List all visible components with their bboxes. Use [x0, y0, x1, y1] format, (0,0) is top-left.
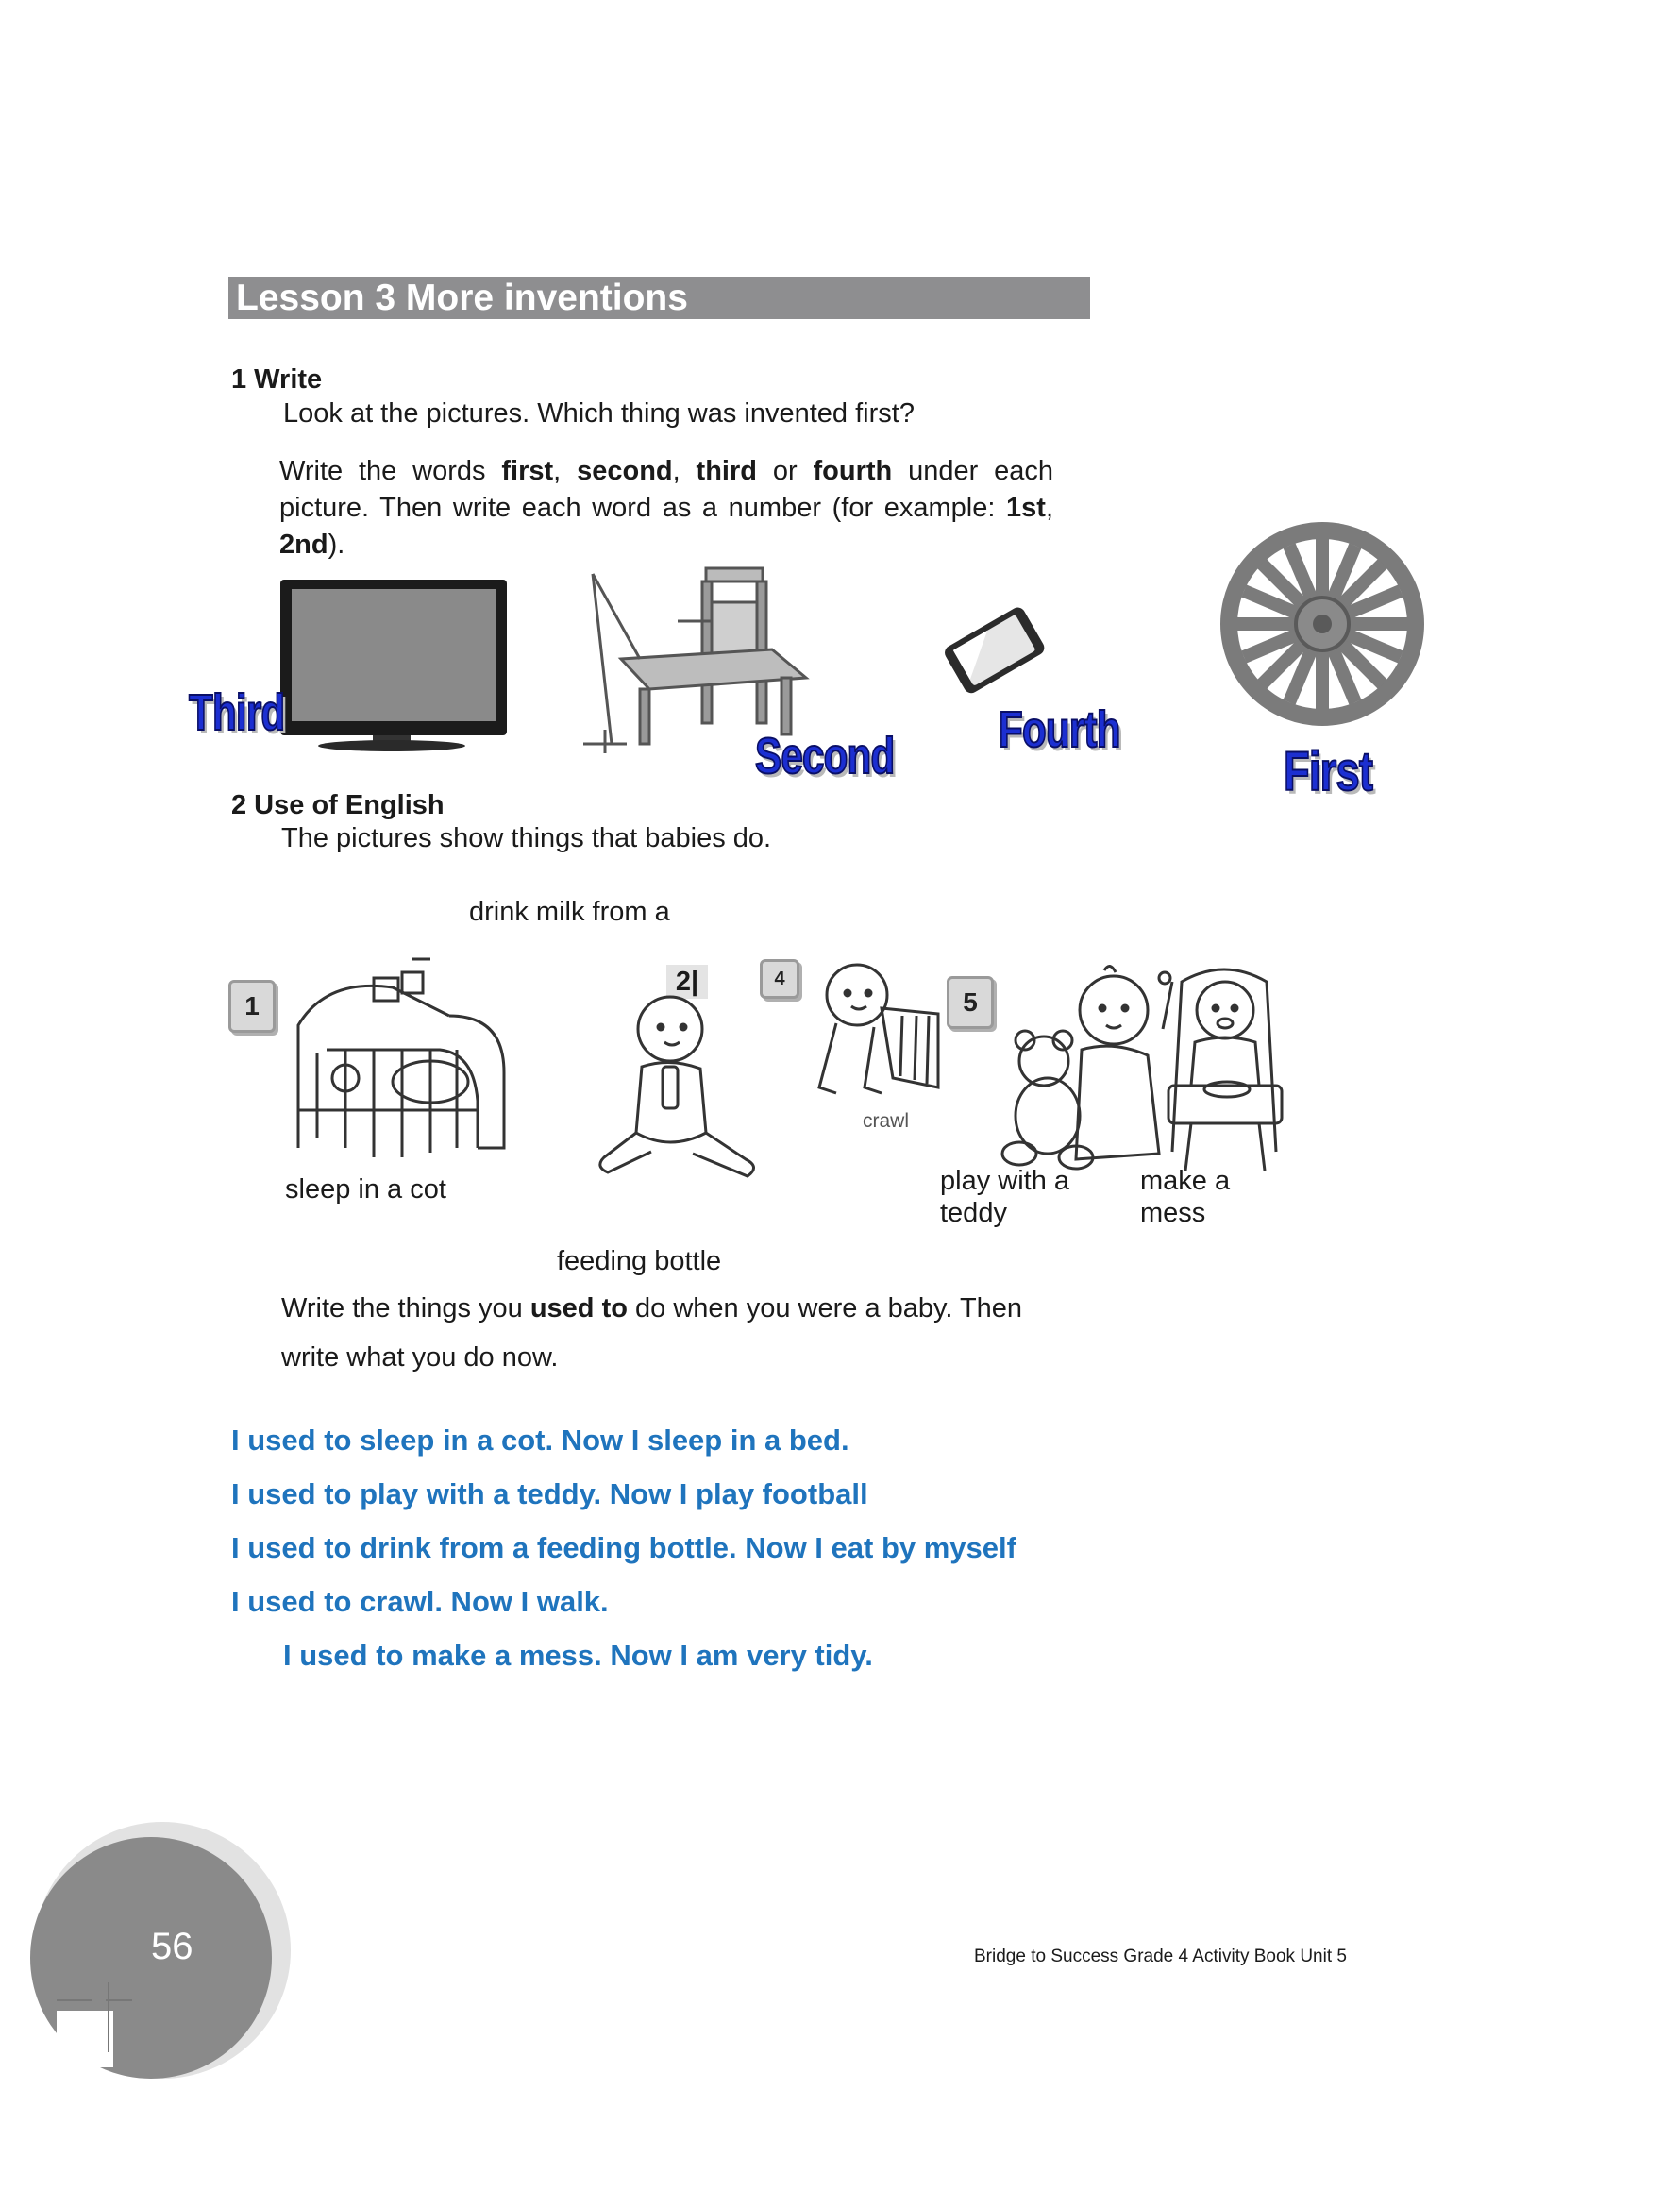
answer-second: Second	[755, 728, 895, 784]
caption-crawl: crawl	[863, 1110, 910, 1132]
answer-fourth: Fourth	[999, 701, 1120, 758]
section2-heading: 2 Use of English	[231, 790, 445, 820]
caption-make-mess: make a mess	[1140, 1166, 1231, 1228]
caption-sleep-cot: sleep in a cot	[285, 1174, 446, 1205]
answer-line-3: I used to drink from a feeding bottle. Now I eat by myself	[231, 1531, 1016, 1564]
page-number: 56	[151, 1926, 193, 1967]
section2-instruction: Write the things you used to do when you were a baby. Then	[281, 1293, 1023, 1323]
smartphone-picture	[932, 610, 1050, 695]
crawling-baby-picture	[808, 955, 940, 1097]
baby-bottle-picture	[595, 991, 764, 1199]
section1-heading: 1 Write	[231, 364, 323, 395]
book-title-footer: Bridge to Success Grade 4 Activity Book Unit 5	[974, 1947, 1347, 1966]
section1-instruction: Write the words first, second, third or fourth under each picture. Then write each word as a number (for example: 1st, 2nd).	[279, 456, 1053, 560]
answer-line-5: I used to make a mess. Now I am very tidy.	[283, 1639, 873, 1672]
answer-line-1: I used to sleep in a cot. Now I sleep in a bed.	[231, 1424, 849, 1457]
answer-line-4: I used to crawl. Now I walk.	[231, 1585, 609, 1618]
caption-drink-milk: drink milk from a	[469, 897, 670, 927]
section2-instruction-line2: write what you do now.	[281, 1342, 559, 1373]
badge-1: 1	[228, 980, 276, 1033]
wagon-wheel-picture	[1216, 517, 1429, 731]
section2-prompt: The pictures show things that babies do.	[281, 823, 772, 853]
answer-line-2: I used to play with a teddy. Now I play football	[231, 1477, 868, 1510]
baby-cot-picture	[289, 959, 508, 1167]
badge-2: 2|	[666, 965, 708, 999]
baby-teddy-picture	[991, 965, 1180, 1172]
badge-4: 4	[760, 959, 799, 999]
answer-third: Third	[189, 684, 285, 741]
printing-press-picture	[583, 565, 810, 753]
caption-play-teddy: play with a teddy	[940, 1166, 1070, 1228]
badge-5: 5	[947, 976, 994, 1029]
answer-first: First	[1284, 741, 1373, 802]
television-picture	[278, 578, 511, 751]
baby-highchair-picture	[1153, 963, 1295, 1171]
lesson-title: Lesson 3 More inventions	[236, 278, 688, 318]
section1-prompt: Look at the pictures. Which thing was invented first?	[283, 398, 915, 429]
caption-feeding-bottle: feeding bottle	[557, 1246, 722, 1276]
